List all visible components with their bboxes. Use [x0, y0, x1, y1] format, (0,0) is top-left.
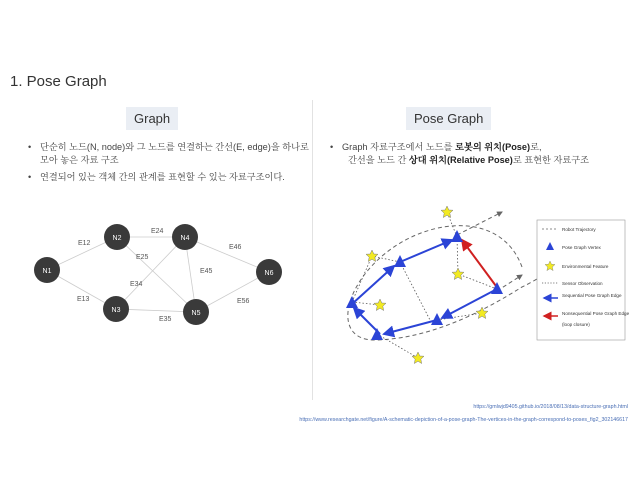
reference-link-graph[interactable]: https://gmlwjd9405.github.io/2018/08/13/data-structure-graph.html [473, 404, 628, 410]
edge-label-e56: E56 [237, 298, 250, 305]
graph-bullet-list [26, 141, 311, 188]
pose-graph-legend [537, 220, 630, 340]
edge-label-e45: E45 [200, 268, 213, 275]
edge-line-n4-n6 [185, 237, 269, 272]
pose-bullet-text-2b: 로 표현한 자료구조 [512, 155, 589, 165]
node-label-n1: N1 [42, 268, 52, 275]
loop-closure-edge [462, 240, 496, 286]
edge-label-e35: E35 [159, 316, 172, 323]
trajectory-start-arrow [457, 212, 502, 235]
feature-star-3 [452, 268, 464, 280]
edge-label-e12: E12 [78, 240, 91, 247]
node-label-n2: N2 [112, 235, 122, 242]
legend-label-loop-closure: (loop closure) [562, 322, 590, 327]
graph-section-badge: Graph [126, 107, 178, 130]
edge-label-e24: E24 [151, 228, 164, 235]
node-label-n4: N4 [180, 235, 190, 242]
slide-title: 1. Pose Graph [10, 73, 107, 90]
pose-graph-diagram [332, 192, 632, 372]
observation-6 [377, 334, 418, 358]
pose-bullet-bold-1: 로봇의 위치(Pose) [455, 142, 531, 152]
graph-diagram [20, 215, 300, 330]
legend-label-nonsequential: Nonsequential Pose Graph Edge [562, 311, 630, 316]
edge-line-n3-n4 [116, 237, 185, 309]
seq-edge-2 [352, 266, 394, 304]
trajectory-end-arrow [497, 275, 522, 291]
pose-vertex-4 [371, 328, 383, 340]
seq-edge-5 [442, 289, 497, 318]
edge-label-e13: E13 [77, 296, 90, 303]
node-label-n6: N6 [264, 270, 274, 277]
graph-bullet-1: • 단순히 노드(N, node)와 그 노드를 연결하는 간선(E, edge)을 하나로 모아 놓은 자료 구조 [26, 141, 311, 167]
pose-graph-bullet-list [328, 141, 628, 171]
pose-graph-section-badge: Pose Graph [406, 107, 491, 130]
legend-label-trajectory: Robot Trajectory [562, 227, 596, 232]
pose-vertex-3 [346, 296, 358, 308]
edge-label-e46: E46 [229, 244, 242, 251]
observation-9 [458, 274, 497, 289]
reference-link-pose-graph[interactable]: https://www.researchgate.net/figure/A-schematic-depiction-of-a-pose-graph-The-vertices-in-the-graph-correspond-to-poses_fig2_302146617 [299, 417, 628, 423]
feature-star-5 [476, 307, 488, 319]
pose-vertex-6 [491, 282, 503, 294]
seq-edge-1 [400, 240, 452, 262]
feature-star-2 [366, 250, 378, 262]
edge-label-e25: E25 [136, 254, 149, 261]
pose-bullet-bold-2: 상대 위치(Relative Pose) [408, 155, 513, 165]
graph-bullet-2: • 연결되어 있는 객체 간의 관계를 표현할 수 있는 자료구조이다. [26, 171, 311, 184]
node-label-n3: N3 [111, 307, 121, 314]
seq-edge-4 [384, 320, 437, 334]
feature-star-1 [441, 206, 453, 218]
pose-bullet-text-2a: 간선을 노드 간 [348, 155, 409, 165]
observation-3 [400, 262, 430, 320]
pose-vertex-1 [451, 230, 463, 242]
robot-trajectory-path [348, 226, 556, 340]
legend-label-feature: Environmental Feature [562, 264, 609, 269]
observation-2 [372, 256, 400, 262]
legend-label-sequential: Sequential Pose Graph Edge [562, 293, 622, 298]
legend-label-vertex: Pose Graph Vertex [562, 245, 601, 250]
feature-star-6 [412, 352, 424, 364]
edge-label-e34: E34 [130, 281, 143, 288]
column-divider [312, 100, 313, 400]
pose-graph-bullet [328, 141, 628, 167]
feature-star-4 [374, 299, 386, 311]
pose-bullet-text-1b: 로, [530, 142, 542, 152]
pose-bullet-text-1a: Graph 자료구조에서 노드를 [342, 142, 456, 152]
pose-bullet-line-2 [342, 154, 628, 167]
legend-label-observation: Sensor Observation [562, 281, 603, 286]
node-label-n5: N5 [191, 310, 201, 317]
